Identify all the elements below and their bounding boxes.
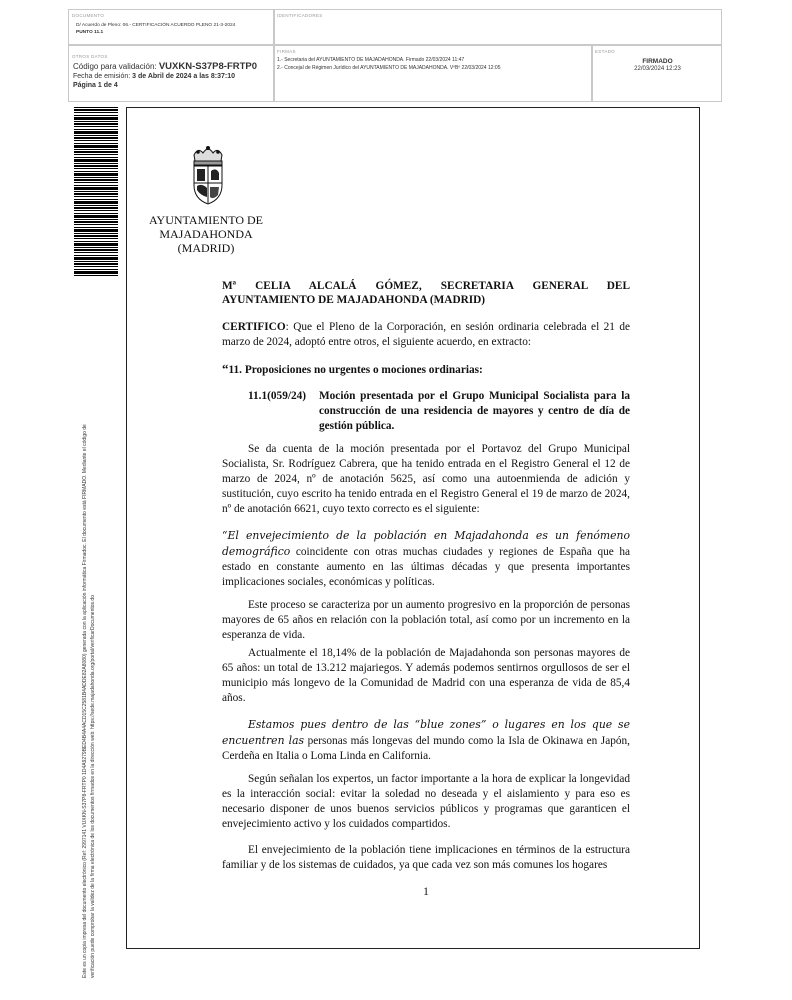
pagina: Página 1 de 4: [73, 82, 118, 89]
paragraph-5-rest: personas más longevas del mundo como la Isla de Okinawa en Japón, Cerdeña en Italia o Loma Linda en California.: [222, 735, 630, 762]
letterhead-line-2: MAJADAHONDA: [159, 227, 253, 241]
documento-label: DOCUMENTO: [72, 13, 105, 18]
estado-value: FIRMADO: [642, 58, 673, 65]
paragraph-2-italic: “El envejecimiento de la población en Majadahonda es un fenómeno demográfico: [222, 529, 630, 558]
documento-text-2: PUNTO 11.1: [76, 30, 104, 35]
intro-line-1: Mª CELIA ALCALÁ GÓMEZ, SECRETARIA GENERAL DEL: [222, 280, 630, 292]
paragraph-2-rest: coincidente con otras muchas ciudades y regiones de España que ha estado en constante aumento en las últimas décadas y que presenta importantes implicaciones sociales, económicas y políticas.: [222, 546, 630, 588]
paragraph-2: [222, 528, 630, 590]
intro-line-2: AYUNTAMIENTO DE MAJADAHONDA (MADRID): [222, 294, 486, 306]
paragraph-6: Según señalan los expertos, un factor importante a la hora de explicar la longevidad es la interacción social: evitar la soledad no deseada y el aislamiento y para eso es necesario disponer de unos buenos servicios públicos y programas que garanticen el envejecimiento activo y los cuidados compartidos.: [222, 773, 630, 830]
firmas-label: FIRMAS: [277, 49, 296, 54]
header-firmas-box: [273, 44, 593, 102]
section-quote: “: [222, 361, 229, 376]
paragraph-5: [222, 717, 630, 764]
paragraph-3: Este proceso se caracteriza por un aumento progresivo en la proporción de personas mayores de 65 años en relación con la población total, así como por un incremento en la esperanza de vida.: [222, 599, 630, 641]
fecha-value: 3 de Abril de 2024 a las 8:37:10: [132, 73, 236, 80]
estado-date: 22/03/2024 12:23: [634, 66, 681, 72]
coat-of-arms-emblem: [188, 145, 228, 207]
item-number: 11.1(059/24): [248, 390, 307, 402]
section-heading: [222, 361, 630, 378]
item-title: Moción presentada por el Grupo Municipal Socialista para la construcción de una residencia de mayores y centro de día de gestión pública.: [319, 390, 630, 432]
codigo-value: VUXKN-S37P8-FRTP0: [158, 61, 258, 72]
paragraph-5-italic: Estamos pues dentro de las “blue zones” o lugares en los que se encuentren las: [222, 718, 630, 747]
documento-text: D/ Acuerdo de Pleno: 06.- CERTIFICACIÓN ACUERDO PLENO 21-3-2024: [76, 23, 236, 28]
page-number: 1: [423, 886, 429, 898]
codigo-validacion: [73, 61, 257, 72]
firma-1: 1.- Secretaria del AYUNTAMIENTO DE MAJADAHONDA. Firmado 22/03/2024 11:47: [277, 57, 465, 63]
letterhead: [128, 213, 284, 255]
section-title: 11. Proposiciones no urgentes o mociones ordinarias:: [228, 364, 483, 376]
estado-label: ESTADO: [595, 49, 615, 54]
barcode: [74, 107, 118, 277]
header-ids-box: [273, 9, 722, 46]
otros-datos-label: OTROS DATOS: [72, 54, 108, 59]
codigo-prefix: Código para validación:: [73, 62, 157, 71]
paragraph-7: El envejecimiento de la población tiene implicaciones en términos de la estructura familiar y de los sistemas de cuidados, ya que cada vez son más comunes los hogares: [222, 844, 630, 871]
certifico-paragraph: [222, 320, 630, 350]
fecha-prefix: Fecha de emisión:: [73, 73, 131, 80]
paragraph-4: Actualmente el 18,14% de la población de Majadahonda son personas mayores de 65 años: un total de 13.212 majariegos. Y además podemos sentirnos orgullosos de ser el municipio más longevo de la Comunidad de Madrid con una esperanza de vida de 85,4 años.: [222, 647, 630, 704]
letterhead-line-1: AYUNTAMIENTO DE: [148, 213, 264, 227]
certifico-label: CERTIFICO: [222, 321, 286, 333]
fecha-emision: [73, 73, 235, 80]
paragraph-1: Se da cuenta de la moción presentada por el Portavoz del Grupo Municipal Socialista, Sr. Rodríguez Cabrera, que ha tenido entrada en el Registro General el 12 de marzo de 2024, nº de anotación 5625, así como una autoenmienda de adición y sustitución, cuyo escrito ha tenido entrada en el Registro General el 19 de marzo de 2024, nº de anotación 6621, cuyo texto correcto es el siguiente:: [222, 443, 630, 515]
side-verification-line-1: Este es un copia impresa del documento electrónico (Ref: 2997141 VUXKN-S37P8-FRTP0 1D4A9279BED4B4A4ACD15C2581B4ADDE82A8080) generada con la aplicación informática Firmadoc. El documento está FIRMADO. Mediante el código de: [82, 424, 88, 978]
firma-2: 2.- Concejal de Régimen Jurídico del AYUNTAMIENTO DE MAJADAHONDA. VºBº 22/03/2024 12:05: [277, 65, 501, 71]
letterhead-line-3: (MADRID): [177, 241, 235, 255]
identificadores-label: IDENTIFICADORES: [277, 13, 323, 18]
side-verification-line-2: verificación puede comprobar la validez de la firma electrónica de los documentos firmados en la dirección web: https://sede.majadahonda.org/portal/verificarDocumentos.do: [90, 595, 96, 978]
certifico-text: : Que el Pleno de la Corporación, en sesión ordinaria celebrada el 21 de marzo de 2024, adoptó entre otros, el siguiente acuerdo, en extracto:: [222, 321, 630, 348]
